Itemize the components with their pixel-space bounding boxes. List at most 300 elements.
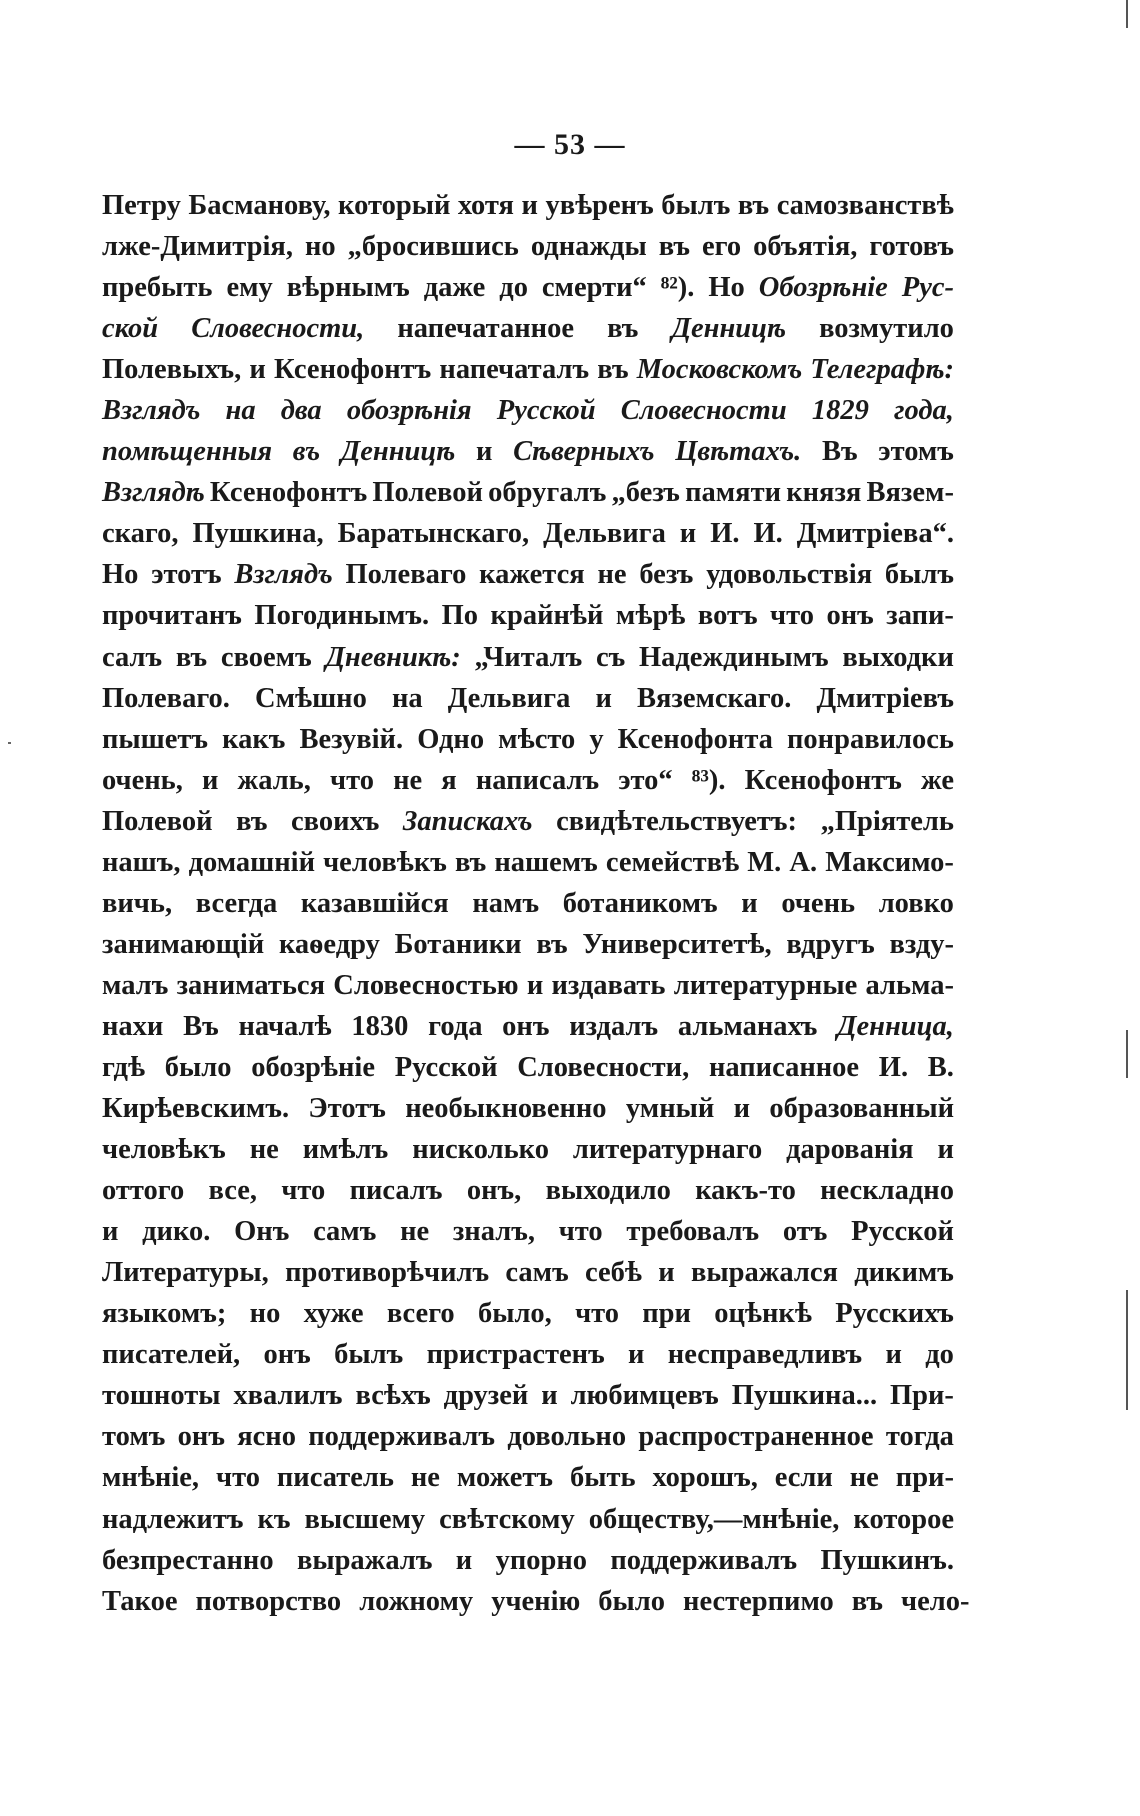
word: тогда — [885, 1421, 954, 1453]
word: готовъ — [869, 231, 954, 263]
text-line — [102, 683, 954, 724]
word: при — [642, 1298, 691, 1330]
word: обозрѣніе — [251, 1051, 375, 1083]
word: „бросившись — [347, 231, 519, 263]
word: несправедливъ — [667, 1339, 863, 1371]
word: я — [441, 764, 457, 796]
text-line — [102, 1257, 954, 1298]
word: написалъ — [475, 764, 600, 796]
word: Дельвига — [543, 518, 666, 550]
word: всего — [386, 1298, 455, 1330]
word: Взглядѣ — [102, 477, 205, 509]
word: потворство — [195, 1585, 342, 1617]
word: самъ — [313, 1216, 377, 1248]
word: даже — [423, 272, 486, 304]
word: упорно — [495, 1544, 588, 1576]
word: былъ — [884, 559, 954, 591]
word: семействѣ — [605, 846, 740, 878]
word: имѣлъ — [302, 1134, 389, 1166]
word: Полеваго — [345, 559, 467, 591]
text-line — [102, 354, 954, 395]
word: и — [249, 354, 266, 386]
word: и — [102, 1216, 119, 1248]
word: пристрастенъ — [426, 1339, 605, 1371]
word: литературные — [673, 969, 858, 1001]
word: дарованія — [786, 1134, 914, 1166]
word: въ — [737, 190, 770, 221]
word: если — [774, 1462, 833, 1494]
word: жаль, — [237, 764, 311, 796]
word: гдѣ — [102, 1051, 146, 1083]
word: не — [249, 1134, 279, 1166]
word: не — [597, 559, 627, 591]
word: нахи — [102, 1010, 164, 1042]
word: до — [499, 272, 528, 304]
word: зналъ, — [452, 1216, 535, 1248]
word: Взглядъ — [102, 395, 201, 427]
word: чело- — [901, 1585, 970, 1617]
word: и — [679, 518, 697, 550]
word: вичь, — [102, 887, 173, 919]
word: обозрѣнія — [346, 395, 472, 427]
word: понравилось — [787, 723, 954, 755]
word: выходки — [842, 641, 954, 673]
word: А. — [789, 846, 818, 878]
word: Дельвига — [447, 682, 571, 714]
word: всегда — [195, 887, 278, 919]
word: было, — [477, 1298, 552, 1330]
word: хвалилъ — [233, 1380, 343, 1412]
word: человѣкъ — [102, 1134, 226, 1166]
word: какъ — [222, 723, 286, 755]
text-line — [102, 642, 954, 683]
word: языкомъ; — [102, 1298, 227, 1330]
word: какъ-то — [695, 1175, 796, 1207]
word: Этотъ — [308, 1093, 386, 1125]
word: этотъ — [151, 559, 222, 591]
word: и — [526, 969, 544, 1001]
text-line — [102, 765, 954, 806]
word: запи- — [886, 600, 954, 632]
word: очень — [781, 887, 856, 919]
page-number: — 53 — — [514, 128, 626, 161]
word: пребыть — [102, 272, 213, 304]
word: необыкновенно — [405, 1093, 607, 1125]
word: онъ — [502, 1010, 550, 1042]
word: 1830 — [351, 1010, 409, 1042]
word: ученію — [491, 1585, 581, 1617]
word: два — [280, 395, 322, 427]
word: друзей — [443, 1380, 529, 1412]
word: человѣкъ — [323, 846, 447, 878]
word: Надеждинымъ — [638, 641, 829, 673]
word: Вязем- — [866, 477, 954, 509]
word: однажды — [530, 231, 647, 263]
word: Сѣверныхъ — [513, 436, 655, 468]
word: выражался — [690, 1257, 838, 1289]
word: альма- — [865, 969, 954, 1001]
word: „Читалъ — [474, 641, 583, 673]
word: требовалъ — [626, 1216, 760, 1248]
word: Въ — [183, 1010, 219, 1042]
word: отъ — [782, 1216, 828, 1248]
word: быть — [569, 1462, 636, 1494]
word: противорѣчилъ — [285, 1257, 490, 1289]
word: нашъ, — [102, 846, 181, 878]
word: Баратынскаго, — [337, 518, 530, 550]
word: М. — [747, 846, 782, 878]
word: самъ — [505, 1257, 569, 1289]
word: Русской — [496, 395, 596, 427]
word: Одно — [417, 723, 485, 755]
word: мнѣніе, — [102, 1462, 200, 1494]
word: пышетъ — [102, 723, 208, 755]
word: которое — [853, 1503, 954, 1535]
word: памяти — [685, 477, 782, 509]
word: это“ — [618, 764, 673, 796]
word: въ — [607, 313, 639, 345]
word: что — [558, 1216, 603, 1248]
word: прочитанъ — [102, 600, 242, 632]
word: мѣсто — [498, 723, 576, 755]
word: было — [598, 1585, 666, 1617]
text-line — [102, 1585, 970, 1627]
text-line — [102, 190, 954, 231]
word: свѣтскому — [439, 1503, 575, 1535]
scan-speck — [8, 742, 11, 744]
text-line — [102, 970, 954, 1011]
word: этомъ — [878, 436, 954, 468]
word: который — [338, 190, 451, 221]
word: смерти“ — [541, 272, 647, 304]
word: не — [400, 1216, 430, 1248]
word: довольно — [507, 1421, 627, 1453]
word: Пушкина, — [192, 518, 324, 550]
word: можетъ — [456, 1462, 554, 1494]
text-line — [102, 600, 954, 641]
word: въ — [175, 641, 208, 673]
word: Полевой — [372, 477, 483, 509]
word: и — [741, 887, 758, 919]
word: объятія, — [753, 231, 858, 263]
word: хотя — [457, 190, 514, 221]
word: Русскихъ — [835, 1298, 954, 1330]
word: И. — [710, 518, 740, 550]
word: вдругъ — [786, 928, 875, 960]
text-line — [102, 1380, 954, 1421]
body-text — [102, 190, 970, 1627]
text-line — [102, 395, 954, 436]
word: литературнаго — [572, 1134, 763, 1166]
word: оцѣнкѣ — [714, 1298, 812, 1330]
word: своемъ — [220, 641, 312, 673]
word: и — [455, 1544, 473, 1576]
word: Телеграфѣ: — [810, 354, 954, 386]
word: у — [589, 723, 604, 755]
word: хуже — [303, 1298, 364, 1330]
word: Пушкина... — [731, 1380, 878, 1412]
text-line — [102, 1011, 954, 1052]
word: кажется — [479, 559, 585, 591]
word: Полевой — [102, 805, 213, 837]
word: казавшійся — [300, 887, 449, 919]
page-edge-shadow — [1126, 1030, 1128, 1078]
word: и — [595, 682, 612, 714]
word: Дмитріева“. — [796, 518, 954, 550]
word: онъ — [263, 1339, 311, 1371]
word: нисколько — [412, 1134, 549, 1166]
word: самозванствѣ — [776, 190, 954, 221]
word: Денницѣ — [340, 436, 456, 468]
word: въ — [851, 1585, 884, 1617]
word: но — [304, 231, 336, 263]
word: Русской — [394, 1051, 498, 1083]
word: Московскомъ — [636, 354, 803, 386]
word: Денница, — [837, 1010, 954, 1042]
word: всѣхъ — [355, 1380, 431, 1412]
text-line — [102, 1216, 954, 1257]
word: оттого — [102, 1175, 185, 1207]
text-line — [102, 888, 954, 929]
word: обществу,—мнѣніе, — [588, 1503, 840, 1535]
word: на — [391, 682, 423, 714]
word: ⁸³). — [691, 764, 726, 796]
word: помѣщенныя — [102, 436, 273, 468]
word: князя — [786, 477, 862, 509]
word: дикимъ — [854, 1257, 954, 1289]
word: при- — [895, 1462, 954, 1494]
word: крайнѣй — [490, 600, 604, 632]
word: каѳедру — [278, 928, 380, 960]
word: и — [937, 1134, 954, 1166]
word: къ — [257, 1503, 291, 1535]
word: не — [393, 764, 423, 796]
word: По — [441, 600, 479, 632]
word: въ — [597, 354, 629, 386]
word: высшему — [304, 1503, 426, 1535]
word: все, — [208, 1175, 258, 1207]
word: вѣрнымъ — [286, 272, 410, 304]
word: Обозрѣніе — [758, 272, 888, 304]
word: намъ — [472, 887, 540, 919]
word: въ — [536, 928, 568, 960]
word: выражалъ — [296, 1544, 433, 1576]
word: началѣ — [238, 1010, 332, 1042]
word: салъ — [102, 641, 163, 673]
word: „безъ — [611, 477, 680, 509]
word: надлежитъ — [102, 1503, 244, 1535]
word: томъ — [102, 1421, 166, 1453]
word: писатель — [276, 1462, 394, 1494]
word: нескладно — [820, 1175, 954, 1207]
word: Русской — [851, 1216, 954, 1248]
word: и — [628, 1339, 645, 1371]
word: въ — [236, 805, 268, 837]
text-line — [102, 1093, 954, 1134]
word: безъ — [639, 559, 694, 591]
word: альманахъ — [677, 1010, 818, 1042]
text-line — [102, 477, 954, 518]
word: на — [225, 395, 256, 427]
word: При- — [889, 1380, 954, 1412]
word: Рус- — [901, 272, 954, 304]
word: Полеваго. — [102, 682, 230, 714]
text-line — [102, 272, 954, 313]
word: Максимо- — [825, 846, 954, 878]
text-line — [102, 1052, 954, 1093]
word: Ботаники — [394, 928, 522, 960]
word: и — [475, 436, 493, 468]
word: что — [281, 1175, 326, 1207]
word: И. — [753, 518, 783, 550]
word: своихъ — [291, 805, 380, 837]
word: свидѣтельствуетъ: — [556, 805, 798, 837]
word: съ — [595, 641, 626, 673]
word: онъ — [826, 600, 874, 632]
word: И. — [878, 1051, 909, 1083]
text-line — [102, 436, 954, 477]
word: было — [164, 1051, 232, 1083]
text-line — [102, 518, 954, 559]
word: Словесности, — [517, 1051, 690, 1083]
word: ⁸²). — [660, 272, 695, 304]
word: домашній — [188, 846, 315, 878]
word: Дмитріевъ — [816, 682, 954, 714]
word: былъ — [661, 190, 731, 221]
text-line — [102, 231, 954, 272]
word: Кирѣевскимъ. — [102, 1093, 290, 1125]
word: вотъ — [697, 600, 758, 632]
word: любимцевъ — [570, 1380, 719, 1412]
word: Запискахъ — [402, 805, 533, 837]
word: Словесностью — [333, 969, 519, 1001]
text-line — [102, 1504, 954, 1545]
word: былъ — [334, 1339, 404, 1371]
word: Денницѣ — [671, 313, 786, 345]
word: В. — [927, 1051, 954, 1083]
word: 1829 — [811, 395, 869, 427]
word: не — [410, 1462, 440, 1494]
word: нестерпимо — [683, 1585, 834, 1617]
word: что — [770, 600, 814, 632]
word: безпрестанно — [102, 1544, 274, 1576]
word: Везувій. — [299, 723, 404, 755]
word: Словесности — [620, 395, 787, 427]
word: напечаталъ — [439, 354, 590, 386]
word: въ — [658, 231, 690, 263]
word: поддерживалъ — [610, 1544, 798, 1576]
word: Смѣшно — [255, 682, 367, 714]
word: образованный — [769, 1093, 954, 1125]
word: писателей, — [102, 1339, 241, 1371]
text-line — [102, 847, 954, 888]
word: занимающій — [102, 928, 265, 960]
word: и — [541, 1380, 558, 1412]
word: Литературы, — [102, 1257, 269, 1289]
text-line — [102, 1421, 954, 1462]
word: Ксенофонтъ — [209, 477, 368, 509]
word: тошноты — [102, 1380, 221, 1412]
word: возмутило — [819, 313, 954, 345]
text-line — [102, 1545, 954, 1586]
page-edge-shadow — [1126, 0, 1128, 28]
word: онъ, — [466, 1175, 522, 1207]
word: Ксенофонта — [617, 723, 773, 755]
word: хорошъ, — [652, 1462, 758, 1494]
word: ясно — [237, 1421, 296, 1453]
word: Пушкинъ. — [820, 1544, 954, 1576]
text-line — [102, 1339, 954, 1380]
word: „Пріятель — [820, 805, 954, 837]
word: что — [575, 1298, 620, 1330]
word: Въ — [821, 436, 858, 468]
word: мѣрѣ — [615, 600, 686, 632]
word: обругалъ — [488, 477, 607, 509]
word: лже-Димитрія, — [102, 231, 293, 263]
word: нашемъ — [494, 846, 598, 878]
text-line — [102, 1298, 954, 1339]
word: очень, — [102, 764, 183, 796]
word: что — [330, 764, 374, 796]
word: и — [201, 764, 219, 796]
word: Онъ — [234, 1216, 290, 1248]
page-edge-shadow — [1126, 1290, 1128, 1410]
word: и — [733, 1093, 751, 1125]
word: же — [921, 764, 954, 796]
text-line — [102, 929, 954, 970]
text-line — [102, 1134, 954, 1175]
word: Погодинымъ. — [254, 600, 430, 632]
word: Полевыхъ, — [102, 354, 242, 386]
word: ловко — [878, 887, 954, 919]
word: года, — [894, 395, 954, 427]
word: до — [925, 1339, 954, 1371]
word: что — [216, 1462, 260, 1494]
word: издавать — [551, 969, 666, 1001]
word: Такое — [102, 1585, 178, 1617]
word: выходило — [545, 1175, 671, 1207]
word: и — [521, 190, 538, 221]
word: года — [428, 1010, 483, 1042]
text-line — [102, 806, 954, 847]
word: Петру — [102, 190, 181, 221]
word: въ — [454, 846, 487, 878]
word: Взглядъ — [234, 559, 333, 591]
word: ложному — [359, 1585, 474, 1617]
word: распространенное — [638, 1421, 874, 1453]
word: въ — [292, 436, 321, 468]
text-line — [102, 313, 954, 354]
word: писалъ — [349, 1175, 443, 1207]
word: ской — [102, 313, 159, 345]
word: ботаникомъ — [562, 887, 718, 919]
word: увѣренъ — [545, 190, 654, 221]
word: малъ — [102, 969, 169, 1001]
word: Словесности, — [191, 313, 365, 345]
word: Цвѣтахъ. — [675, 436, 802, 468]
word: умный — [625, 1093, 715, 1125]
text-line — [102, 1462, 954, 1503]
word: и — [658, 1257, 675, 1289]
word: скаго, — [102, 518, 179, 550]
word: но — [249, 1298, 281, 1330]
word: Дневникѣ: — [325, 641, 461, 673]
word: заниматься — [176, 969, 325, 1001]
word: Ксенофонтъ — [744, 764, 902, 796]
word: поддерживалъ — [308, 1421, 496, 1453]
word: издалъ — [569, 1010, 659, 1042]
text-line — [102, 724, 954, 765]
